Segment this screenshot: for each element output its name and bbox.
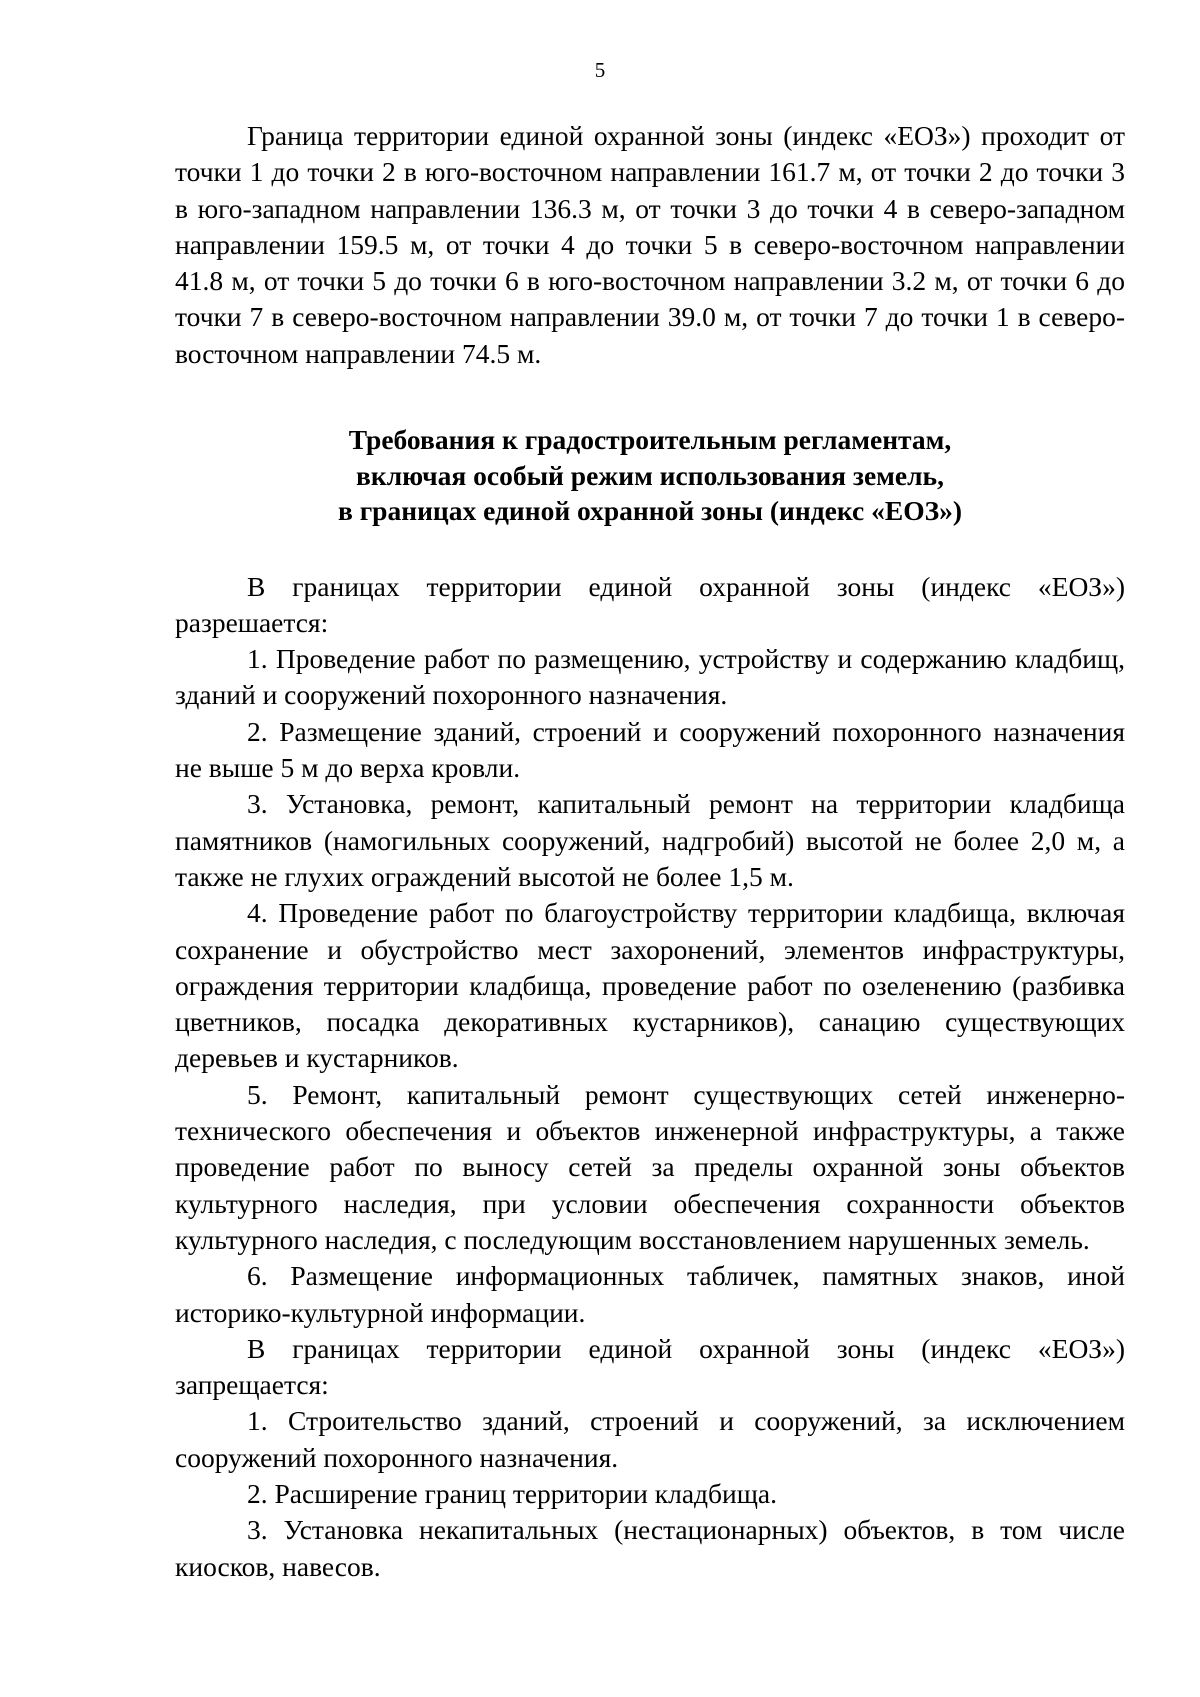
section-heading-line-1: Требования к градостроительным регламентам, [348, 424, 952, 456]
forbidden-item-3: 3. Установка некапитальных (нестационарных) объектов, в том числе киосков, навесов. [175, 1514, 1125, 1582]
allowed-item-5: 5. Ремонт, капитальный ремонт существующих сетей инженерно-технического обеспечения и объектов инженерной инфраструктуры, а также проведение работ по выносу сетей за пределы охранной зоны объектов культурного наследия, при условии обеспечения сохранности объектов культурного наследия, с последующим восстановлением нарушенных земель. [175, 1078, 1125, 1255]
forbidden-intro-paragraph: В границах территории единой охранной зоны (индекс «ЕОЗ») запрещается: [175, 1332, 1125, 1401]
section-heading [175, 422, 1125, 529]
allowed-item-3: 3. Установка, ремонт, капитальный ремонт на территории кладбища памятников (намогильных сооружений, надгробий) высотой не более 2,0 м, а также не глухих ограждений высотой не более 1,5 м. [175, 788, 1125, 892]
page-number: 5 [594, 58, 606, 82]
allowed-item-1: 1. Проведение работ по размещению, устройству и содержанию кладбищ, зданий и сооружений похоронного назначения. [175, 643, 1125, 711]
allowed-intro-paragraph: В границах территории единой охранной зоны (индекс «ЕОЗ») разрешается: [175, 570, 1125, 638]
section-heading-line-2: включая особый режим использования земель, [356, 459, 944, 491]
allowed-item-6: 6. Размещение информационных табличек, памятных знаков, иной историко-культурной информации. [175, 1260, 1125, 1328]
allowed-item-4: 4. Проведение работ по благоустройству территории кладбища, включая сохранение и обустройство мест захоронений, элементов инфраструктуры, ограждения территории кладбища, проведение работ по озеленению (разбивка цветников, посадка декоративных кустарников), санацию существующих деревьев и кустарников. [175, 897, 1125, 1074]
section-heading-line-3: в границах единой охранной зоны (индекс «ЕОЗ») [337, 495, 963, 527]
boundary-description-paragraph: Граница территории единой охранной зоны (индекс «ЕОЗ») проходит от точки 1 до точки 2 в юго-восточном направлении 161.7 м, от точки 2 до точки 3 в юго-западном направлении 136.3 м, от точки 3 до точки 4 в северо-западном направлении 159.5 м, от точки 4 до точки 5 в северо-восточном направлении 41.8 м, от точки 5 до точки 6 в юго-восточном направлении 3.2 м, от точки 6 до точки 7 в северо-восточном направлении 39.0 м, от точки 7 до точки 1 в северо-восточном направлении 74.5 м. [175, 120, 1125, 369]
forbidden-item-2: 2. Расширение границ территории кладбища. [247, 1478, 777, 1509]
forbidden-item-1: 1. Строительство зданий, строений и сооружений, за исключением сооружений похоронного назначения. [175, 1405, 1125, 1473]
document-body [175, 118, 1125, 1585]
allowed-item-2: 2. Размещение зданий, строений и сооружений похоронного назначения не выше 5 м до верха кровли. [175, 715, 1125, 784]
